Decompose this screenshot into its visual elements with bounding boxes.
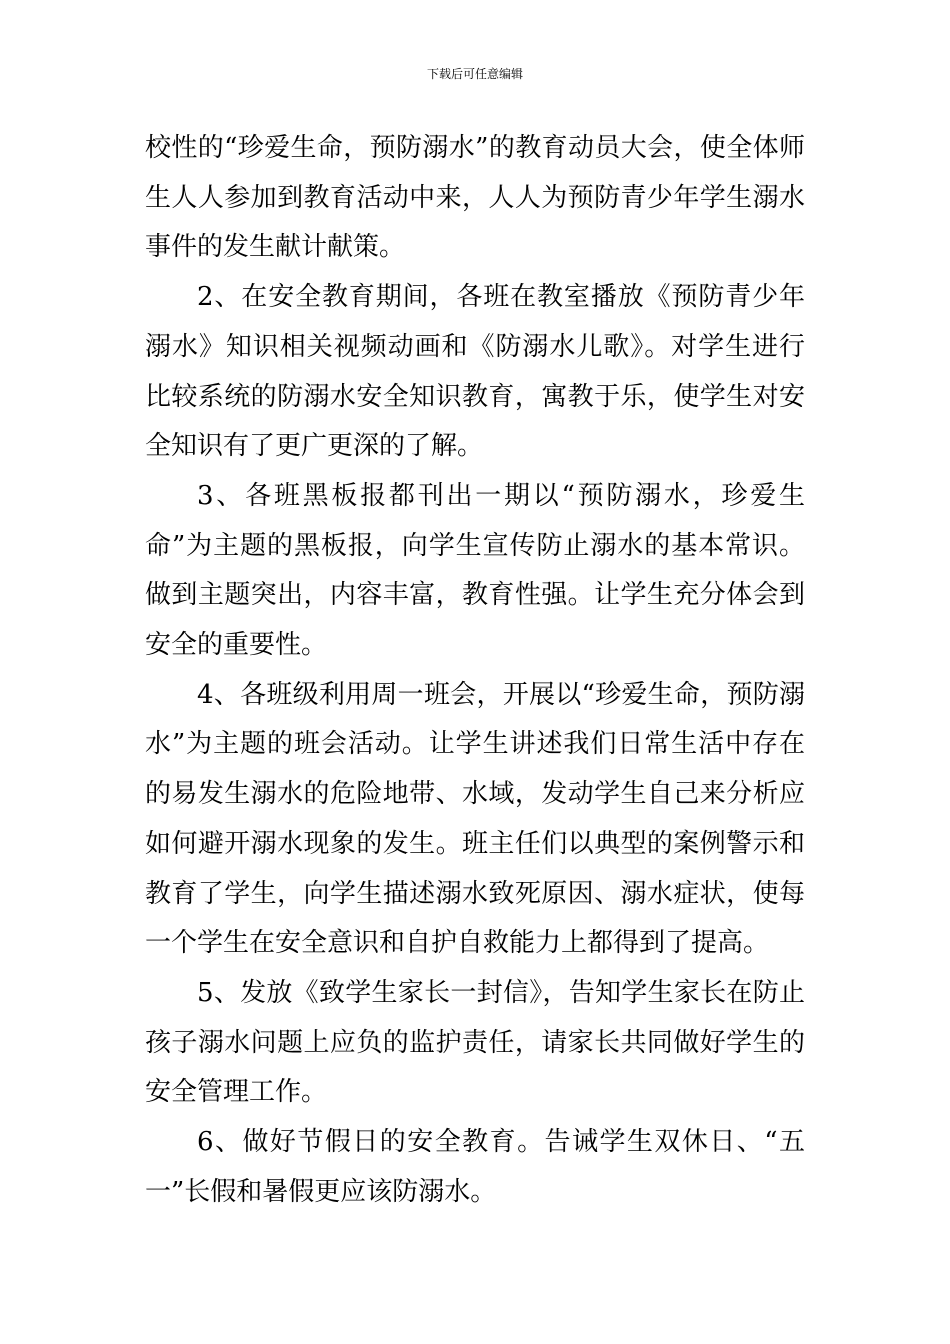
paragraph-item-4: 4、各班级利用周一班会，开展以“珍爱生命，预防溺水”为主题的班会活动。让学生讲述我们日常生活中存在的易发生溺水的危险地带、水域，发动学生自己来分析应如何避开溺水现象的发生。班主任们以典型的案例警示和教育了学生，向学生描述溺水致死原因、溺水症状，使每一个学生在安全意识和自护自救能力上都得到了提高。 — [145, 679, 805, 959]
paragraph-item-2: 2、在安全教育期间，各班在教室播放《预防青少年溺水》知识相关视频动画和《防溺水儿歌》。对学生进行比较系统的防溺水安全知识教育，寓教于乐，使学生对安全知识有了更广更深的了解。 — [145, 282, 805, 462]
paragraph-continuation: 校性的“珍爱生命，预防溺水”的教育动员大会，使全体师生人人参加到教育活动中来，人人为预防青少年学生溺水事件的发生献计献策。 — [145, 133, 805, 263]
paragraph-item-5: 5、发放《致学生家长一封信》，告知学生家长在防止孩子溺水问题上应负的监护责任，请家长共同做好学生的安全管理工作。 — [145, 977, 805, 1108]
paragraph-item-3: 3、各班黑板报都刊出一期以“预防溺水，珍爱生命”为主题的黑板报，向学生宣传防止溺水的基本常识。做到主题突出，内容丰富，教育性强。让学生充分体会到安全的重要性。 — [145, 480, 805, 661]
document-body — [145, 124, 805, 1217]
paragraph-item-6: 6、做好节假日的安全教育。告诫学生双休日、“五一”长假和暑假更应该防溺水。 — [145, 1127, 805, 1207]
page-header-note: 下载后可任意编辑 — [426, 67, 523, 81]
